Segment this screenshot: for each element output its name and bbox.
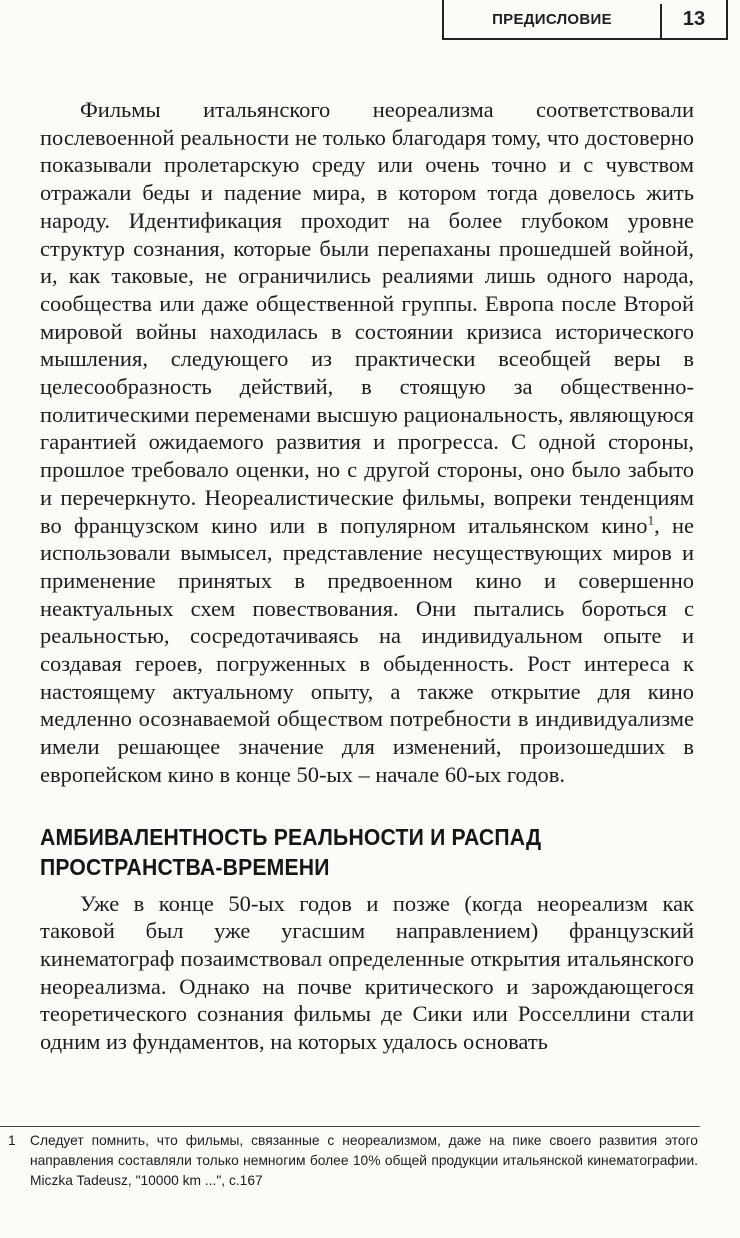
footnote-reference: 1 <box>647 512 655 528</box>
body-paragraph-1-text-b: , не использовали вымысел, представление несуществующих миров и применение принятых в предвоенном кино и совершенно неактуальных схем повествования. Они пытались бороться с реальностью, сосредотачиваясь на индивидуальном опыте и создавая героев, погруженных в обыденность. Рост интереса к настоящему актуальному опыту, а также открытие для кино медленно осознаваемой обществом потребности в индивидуализме имели решающее значение для изменений, произошедших в европейском кино в конце 50-ых – начале 60-ых годов. <box>40 512 694 787</box>
section-heading-line-1: АМБИВАЛЕНТНОСТЬ РЕАЛЬНОСТИ И РАСПАД <box>40 823 542 850</box>
body-paragraph-1 <box>40 96 694 789</box>
section-heading <box>40 822 642 882</box>
footnote-divider <box>0 1126 700 1127</box>
footnote-text: Следует помнить, что фильмы, связанные с неореализмом, даже на пике своего развития этого направления составляли только немногим более 10% общей продукции итальянской кинематографии. Miczka Tadeusz, "10000 km ...", с.167 <box>30 1133 698 1188</box>
page-body <box>40 96 694 1056</box>
running-header <box>442 0 728 40</box>
page-number: 13 <box>682 7 706 30</box>
footnote <box>8 1131 698 1191</box>
body-paragraph-1-text-a: Фильмы итальянского неореализма соответствовали послевоенной реальности не только благодаря тому, что достоверно показывали пролетарскую среду или очень точно и с чувством отражали беды и падение мира, в котором тогда довелось жить народу. Идентификация проходит на более глубоком уровне структур сознания, которые были перепаханы прошедшей войной, и, как таковые, не ограничились реалиями лишь одного народа, сообщества или даже общественной группы. Европа после Второй мировой войны находилась в состоянии кризиса исторического мышления, следующего из практически всеобщей веры в целесообразность действий, в стоящую за общественно-политическими переменами высшую рациональность, являющуюся гарантией ожидаемого развития и прогресса. С одной стороны, прошлое требовало оценки, но с другой стороны, оно было забыто и перечеркнуто. Неореалистические фильмы, вопреки тенденциям во французском кино или в популярном итальянском кино <box>40 97 694 538</box>
footnote-marker: 1 <box>8 1133 16 1148</box>
section-heading-line-2: ПРОСТРАНСТВА-ВРЕМЕНИ <box>40 853 330 880</box>
running-header-title: ПРЕДИСЛОВИЕ <box>492 10 612 28</box>
body-paragraph-2: Уже в конце 50-ых годов и позже (когда неореализм как таковой был уже угасшим направлением) французский кинематограф позаимствовал определенные открытия итальянского неореализма. Однако на почве критического и зарождающегося теоретического сознания фильмы де Сики или Росселлини стали одним из фундаментов, на которых удалось основать <box>40 890 694 1055</box>
